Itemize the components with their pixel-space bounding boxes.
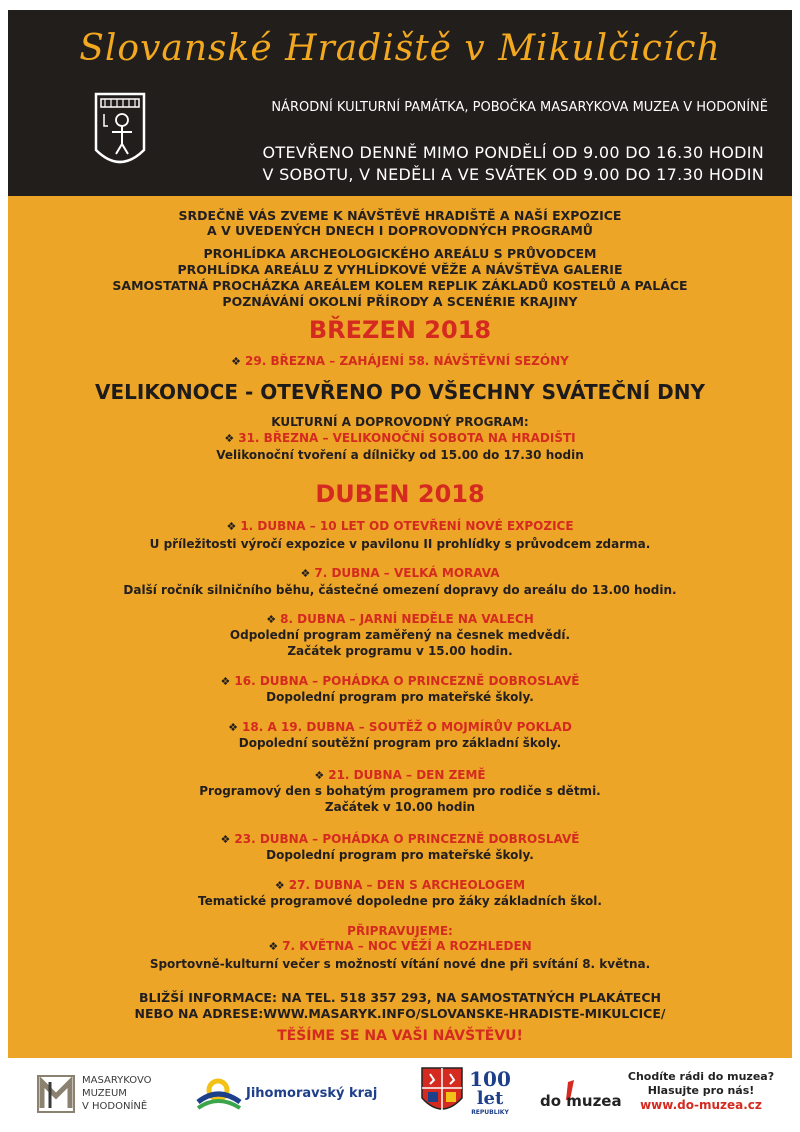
event-desc: Sportovně-kulturní večer s možností vítání nové dne při svítání 8. května. [149, 957, 651, 971]
opening-hours-weekday: OTEVŘENO DENNĚ MIMO PONDĚLÍ OD 9.00 DO 16.30 HODIN [262, 143, 764, 162]
event-desc: Začátek programu v 15.00 hodin. [287, 644, 513, 658]
program-panel [8, 196, 792, 1058]
event-title-text: 31. BŘEZNA – VELIKONOČNÍ SOBOTA NA HRADIŠTI [238, 431, 576, 445]
100-let-republiky-logo-icon [466, 1064, 514, 1120]
subtitle: NÁRODNÍ KULTURNÍ PAMÁTKA, POBOČKA MASARYKOVA MUZEA V HODONÍNĚ [271, 100, 768, 115]
event-desc: Odpolední program zaměřený na česnek medvědí. [229, 628, 571, 642]
poster-title: Slovanské Hradiště v Mikulčicích [79, 28, 721, 69]
bullet-icon: ❖ [220, 833, 231, 846]
event-title-text: 7. KVĚTNA – NOC VĚŽÍ A ROZHLEDEN [282, 939, 532, 953]
mm-line: MUZEUM [82, 1088, 127, 1099]
event-title [8, 612, 792, 626]
event-title [8, 354, 792, 368]
event-desc: Velikonoční tvoření a dílničky od 15.00 do 17.30 hodin [216, 448, 584, 462]
event-title [8, 720, 792, 734]
vote-line: Chodíte rádi do muzea? [627, 1070, 775, 1083]
event-title [8, 566, 792, 580]
vote-line: Hlasujte pro nás! [647, 1084, 755, 1097]
upcoming-label: PŘIPRAVUJEME: [347, 924, 453, 938]
intro-line: A V UVEDENÝCH DNECH I DOPROVODNÝCH PROGRAMŮ [207, 223, 593, 238]
event-title [8, 832, 792, 846]
event-title-text: 8. DUBNA – JARNÍ NEDĚLE NA VALECH [280, 612, 534, 626]
event-title [8, 939, 792, 953]
header-band [8, 10, 792, 196]
bullet-icon: ❖ [220, 675, 231, 688]
event-title [8, 878, 792, 892]
event-title-text: 23. DUBNA – POHÁDKA O PRINCEZNĚ DOBROSLAVĚ [234, 832, 580, 846]
event-desc: Tematické programové dopoledne pro žáky základních škol. [198, 894, 602, 908]
museum-emblem-icon [92, 90, 148, 176]
event-desc: Programový den s bohatým programem pro rodiče s dětmi. [199, 784, 601, 798]
bullet-icon: ❖ [266, 613, 277, 626]
info-phone: BLIŽŠÍ INFORMACE: NA TEL. 518 357 293, NA SAMOSTATNÝCH PLAKÁTECH [139, 990, 661, 1005]
do-muzea-text: do muzea [540, 1092, 622, 1110]
event-title-text: 1. DUBNA – 10 LET OD OTEVŘENÍ NOVÉ EXPOZICE [240, 519, 574, 533]
event-title [8, 674, 792, 688]
bullet-icon: ❖ [224, 432, 235, 445]
bullet-icon: ❖ [314, 769, 325, 782]
event-desc: U příležitosti výročí expozice v pavilonu II prohlídky s průvodcem zdarma. [149, 537, 651, 551]
event-title-text: 29. BŘEZNA – ZAHÁJENÍ 58. NÁVŠTĚVNÍ SEZÓNY [245, 354, 569, 368]
jihomoravsky-kraj-text: Jihomoravský kraj [246, 1086, 378, 1101]
event-desc: Dopolední soutěžní program pro základní školy. [238, 736, 562, 750]
czech-coat-of-arms-icon [420, 1066, 464, 1120]
bullet-icon: ❖ [226, 520, 237, 533]
intro-line: POZNÁVÁNÍ OKOLNÍ PŘÍRODY A SCENÉRIE KRAJINY [222, 294, 578, 309]
mm-line: MASARYKOVO [82, 1075, 152, 1086]
svg-text:REPUBLIKY: REPUBLIKY [471, 1109, 509, 1116]
intro-line: SAMOSTATNÁ PROCHÁZKA AREÁLEM KOLEM REPLIK ZÁKLADŮ KOSTELŮ A PALÁCE [112, 278, 688, 293]
vote-promo [626, 1070, 776, 1112]
bullet-icon: ❖ [300, 567, 311, 580]
masaryk-museum-name [82, 1074, 152, 1113]
bullet-icon: ❖ [228, 721, 239, 734]
month-heading-march: BŘEZEN 2018 [308, 316, 492, 344]
bullet-icon: ❖ [268, 940, 279, 953]
jihomoravsky-kraj-logo-icon [196, 1072, 242, 1112]
event-title [8, 519, 792, 533]
bullet-icon: ❖ [231, 355, 242, 368]
event-title-text: 27. DUBNA – DEN S ARCHEOLOGEM [288, 878, 526, 892]
event-title-text: 21. DUBNA – DEN ZEMĚ [328, 768, 486, 782]
event-desc: Dopolední program pro mateřské školy. [266, 848, 534, 862]
info-address: NEBO NA ADRESE:WWW.MASARYK.INFO/SLOVANSKE-HRADISTE-MIKULCICE/ [134, 1006, 666, 1021]
intro-line: PROHLÍDKA ARCHEOLOGICKÉHO AREÁLU S PRŮVODCEM [203, 246, 597, 261]
svg-text:100: 100 [469, 1067, 511, 1091]
event-desc: Další ročník silničního běhu, částečné omezení dopravy do areálu do 13.00 hodin. [123, 583, 677, 597]
mm-line: V HODONÍNĚ [82, 1101, 148, 1112]
footer-logos [0, 1058, 800, 1132]
intro-line: SRDEČNĚ VÁS ZVEME K NÁVŠTĚVĚ HRADIŠTĚ A NAŠÍ EXPOZICE [178, 208, 622, 223]
easter-banner: VELIKONOCE - OTEVŘENO PO VŠECHNY SVÁTEČNÍ DNY [95, 380, 705, 404]
month-heading-april: DUBEN 2018 [315, 480, 485, 508]
opening-hours-weekend: V SOBOTU, V NEDĚLI A VE SVÁTEK OD 9.00 DO 17.30 HODIN [262, 165, 764, 184]
program-label: KULTURNÍ A DOPROVODNÝ PROGRAM: [271, 415, 529, 429]
event-desc: Dopolední program pro mateřské školy. [266, 690, 534, 704]
event-desc: Začátek v 10.00 hodin [324, 800, 476, 814]
svg-text:let: let [476, 1088, 504, 1109]
event-title [8, 768, 792, 782]
masaryk-museum-logo-icon [36, 1074, 76, 1114]
event-title [8, 431, 792, 445]
call-to-action: TĚŠÍME SE NA VAŠI NÁVŠTĚVU! [277, 1028, 523, 1044]
vote-url-link[interactable]: www.do-muzea.cz [640, 1098, 762, 1112]
bullet-icon: ❖ [274, 879, 285, 892]
event-title-text: 7. DUBNA – VELKÁ MORAVA [314, 566, 500, 580]
intro-line: PROHLÍDKA AREÁLU Z VYHLÍDKOVÉ VĚŽE A NÁVŠTĚVA GALERIE [177, 262, 623, 277]
event-title-text: 16. DUBNA – POHÁDKA O PRINCEZNĚ DOBROSLAVĚ [234, 674, 580, 688]
event-title-text: 18. A 19. DUBNA – SOUTĚŽ O MOJMÍRŮV POKLAD [242, 720, 572, 734]
